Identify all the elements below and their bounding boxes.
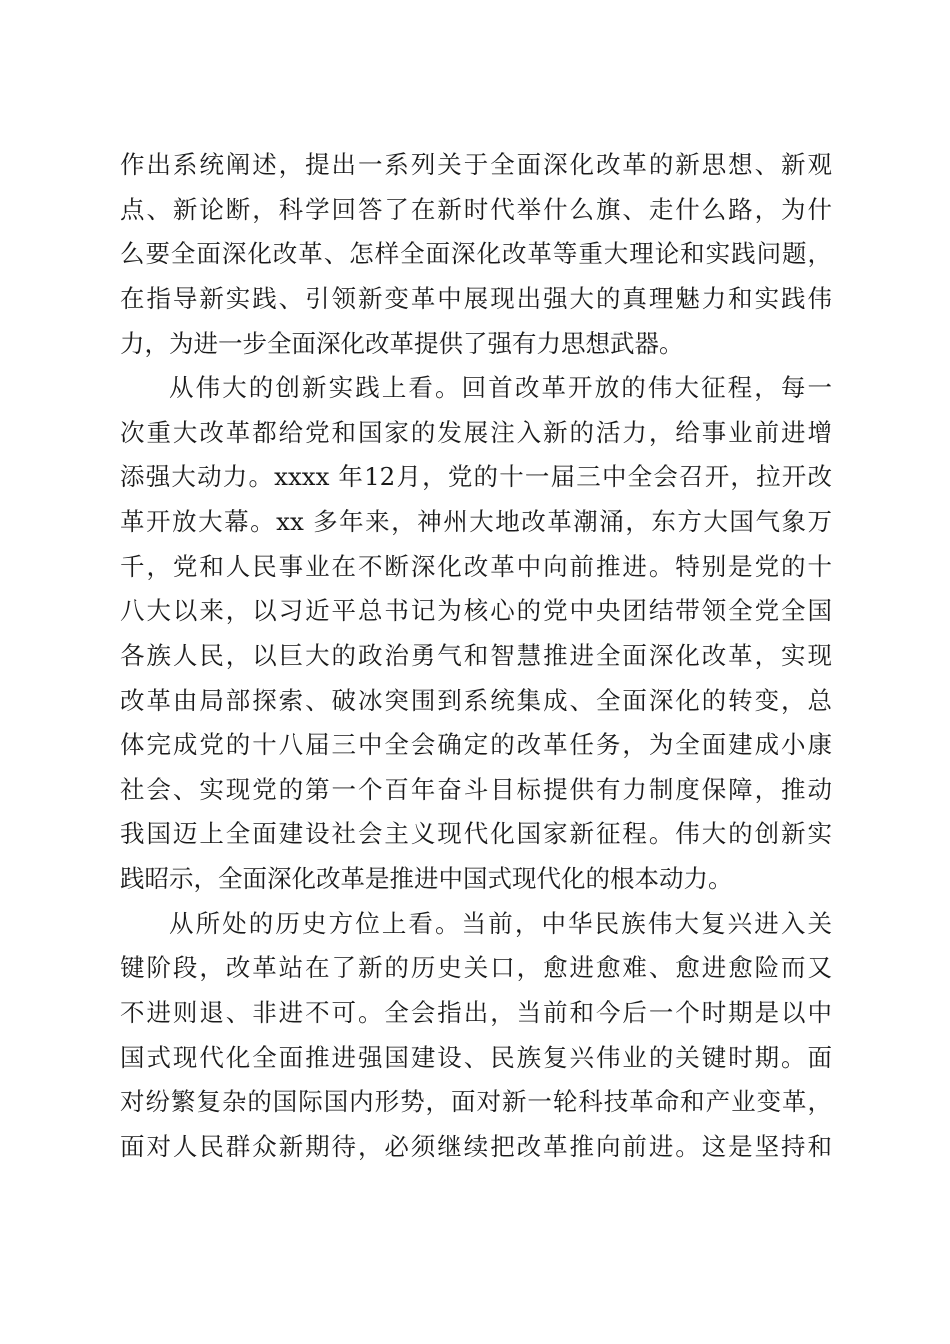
- text-line: 从所处的历史方位上看。当前，中华民族伟大复兴进入关: [169, 908, 832, 938]
- document-body: [120, 143, 832, 1169]
- text-line: 八大以来，以习近平总书记为核心的党中央团结带领全党全国: [120, 596, 832, 626]
- text-line: 添强大动力。xxxx 年12月，党的十一届三中全会召开，拉开改: [120, 462, 832, 492]
- text-line: 对纷繁复杂的国际国内形势，面对新一轮科技革命和产业变革，: [120, 1087, 832, 1117]
- text-line: 国式现代化全面推进强国建设、民族复兴伟业的关键时期。面: [120, 1042, 832, 1072]
- text-line: 在指导新实践、引领新变革中展现出强大的真理魅力和实践伟: [120, 283, 832, 313]
- text-line: 践昭示，全面深化改革是推进中国式现代化的根本动力。: [120, 864, 733, 893]
- paragraph: [120, 366, 832, 902]
- text-line: 从伟大的创新实践上看。回首改革开放的伟大征程，每一: [169, 373, 832, 403]
- text-line: 体完成党的十八届三中全会确定的改革任务，为全面建成小康: [120, 730, 832, 760]
- text-line: 各族人民，以巨大的政治勇气和智慧推进全面深化改革，实现: [120, 640, 832, 670]
- paragraph: [120, 902, 832, 1170]
- text-line: 千，党和人民事业在不断深化改革中向前推进。特别是党的十: [120, 551, 832, 581]
- text-line: 社会、实现党的第一个百年奋斗目标提供有力制度保障，推动: [120, 774, 832, 804]
- paragraph: [120, 143, 832, 366]
- text-line: 力，为进一步全面深化改革提供了强有力思想武器。: [120, 328, 684, 358]
- text-line: 点、新论断，科学回答了在新时代举什么旗、走什么路，为什: [120, 194, 832, 224]
- text-line: 么要全面深化改革、怎样全面深化改革等重大理论和实践问题，: [120, 239, 832, 269]
- text-line: 革开放大幕。xx 多年来，神州大地改革潮涌，东方大国气象万: [120, 507, 832, 536]
- text-line: 次重大改革都给党和国家的发展注入新的活力，给事业前进增: [120, 417, 832, 447]
- text-line: 改革由局部探索、破冰突围到系统集成、全面深化的转变，总: [120, 685, 832, 715]
- text-line: 键阶段，改革站在了新的历史关口，愈进愈难、愈进愈险而又: [120, 953, 832, 983]
- text-line: 不进则退、非进不可。全会指出，当前和今后一个时期是以中: [120, 997, 832, 1027]
- text-line: 我国迈上全面建设社会主义现代化国家新征程。伟大的创新实: [120, 819, 832, 849]
- text-line: 作出系统阐述，提出一系列关于全面深化改革的新思想、新观: [120, 150, 832, 179]
- text-line: 面对人民群众新期待，必须继续把改革推向前进。这是坚持和: [120, 1131, 832, 1161]
